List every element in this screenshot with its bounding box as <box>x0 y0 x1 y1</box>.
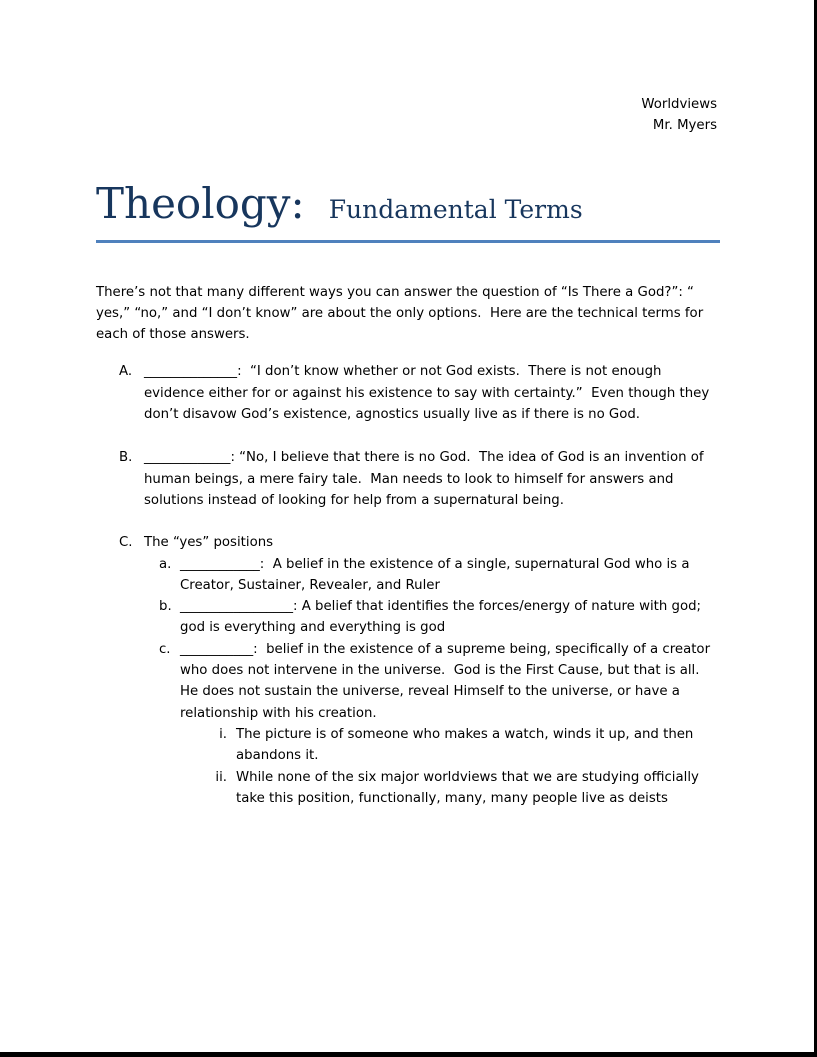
document-title <box>96 179 720 243</box>
item-Ca-marker: a. <box>159 556 172 572</box>
header-teacher: Mr. Myers <box>652 118 717 134</box>
title-main: Theology: <box>96 178 305 228</box>
item-B-marker: B. <box>119 450 133 466</box>
intro-paragraph: There’s not that many different ways you can answer the question of “Is There a God?”: “ yes,” “no,” and “I don’t know” are about the only options. Here are the technical terms for each of those answers. <box>96 284 708 343</box>
item-Cb-text: : A belief that identifies the forces/energy of nature with god; god is everything and everything is god <box>180 599 706 636</box>
item-Cc-marker: c. <box>159 641 171 657</box>
item-Ca-answer-blank: ____________ <box>180 556 260 572</box>
item-Cb-content <box>180 596 720 639</box>
item-Ca-content <box>180 554 720 597</box>
item-Cb-marker: b. <box>159 599 172 615</box>
item-Cb-answer-blank: _________________ <box>180 599 294 615</box>
item-C-text: The “yes” positions <box>144 535 274 551</box>
item-Ca-text: : A belief in the existence of a single, supernatural God who is a Creator, Sustainer, Revealer, and Ruler <box>180 556 694 593</box>
page-header <box>0 94 717 137</box>
item-A-content <box>144 361 720 425</box>
item-Cc-ii-text: While none of the six major worldviews that we are studying officially take this position, functionally, many, many people live as deists <box>236 769 704 806</box>
outline-item-A <box>119 361 720 425</box>
outline-item-B <box>119 447 720 511</box>
item-Cc-i-marker: i. <box>219 726 227 742</box>
outline-item-Cc <box>159 639 720 724</box>
outline-item-Ca <box>159 554 720 597</box>
item-A-marker: A. <box>119 364 133 380</box>
item-B-answer-blank: _____________ <box>144 450 231 466</box>
item-Cc-ii-marker: ii. <box>215 769 227 785</box>
item-A-text: : “I don’t know whether or not God exists. There is not enough evidence either for or against his existence to say with certainty.” Even though they don’t disavow God’s existence, agnostics usually live as if there is no God. <box>144 364 714 423</box>
item-A-answer-blank: ______________ <box>144 364 238 380</box>
outline-item-Cc-ii <box>197 767 720 810</box>
item-C-marker: C. <box>119 535 133 551</box>
outline-item-Cc-i <box>197 724 720 767</box>
item-B-text: : “No, I believe that there is no God. The idea of God is an invention of human beings, a mere fairy tale. Man needs to look to himself for answers and solutions instead of looking for help from a supernatural being. <box>144 450 708 508</box>
outline-item-Cb <box>159 596 720 639</box>
title-subtitle: Fundamental Terms <box>328 194 583 224</box>
item-Cc-answer-blank: ___________ <box>180 641 254 657</box>
item-B-content <box>144 447 720 511</box>
item-Cc-i-text: The picture is of someone who makes a watch, winds it up, and then abandons it. <box>236 726 698 764</box>
item-Cc-content <box>180 639 720 724</box>
header-course: Worldviews <box>641 97 717 112</box>
item-Cc-text: : belief in the existence of a supreme being, specifically of a creator who does not intervene in the universe. God is the First Cause, but that is all. He does not sustain the universe, reveal Himself to the universe, or have a relationship with his creation. <box>180 641 715 721</box>
outline-item-C <box>119 532 720 553</box>
